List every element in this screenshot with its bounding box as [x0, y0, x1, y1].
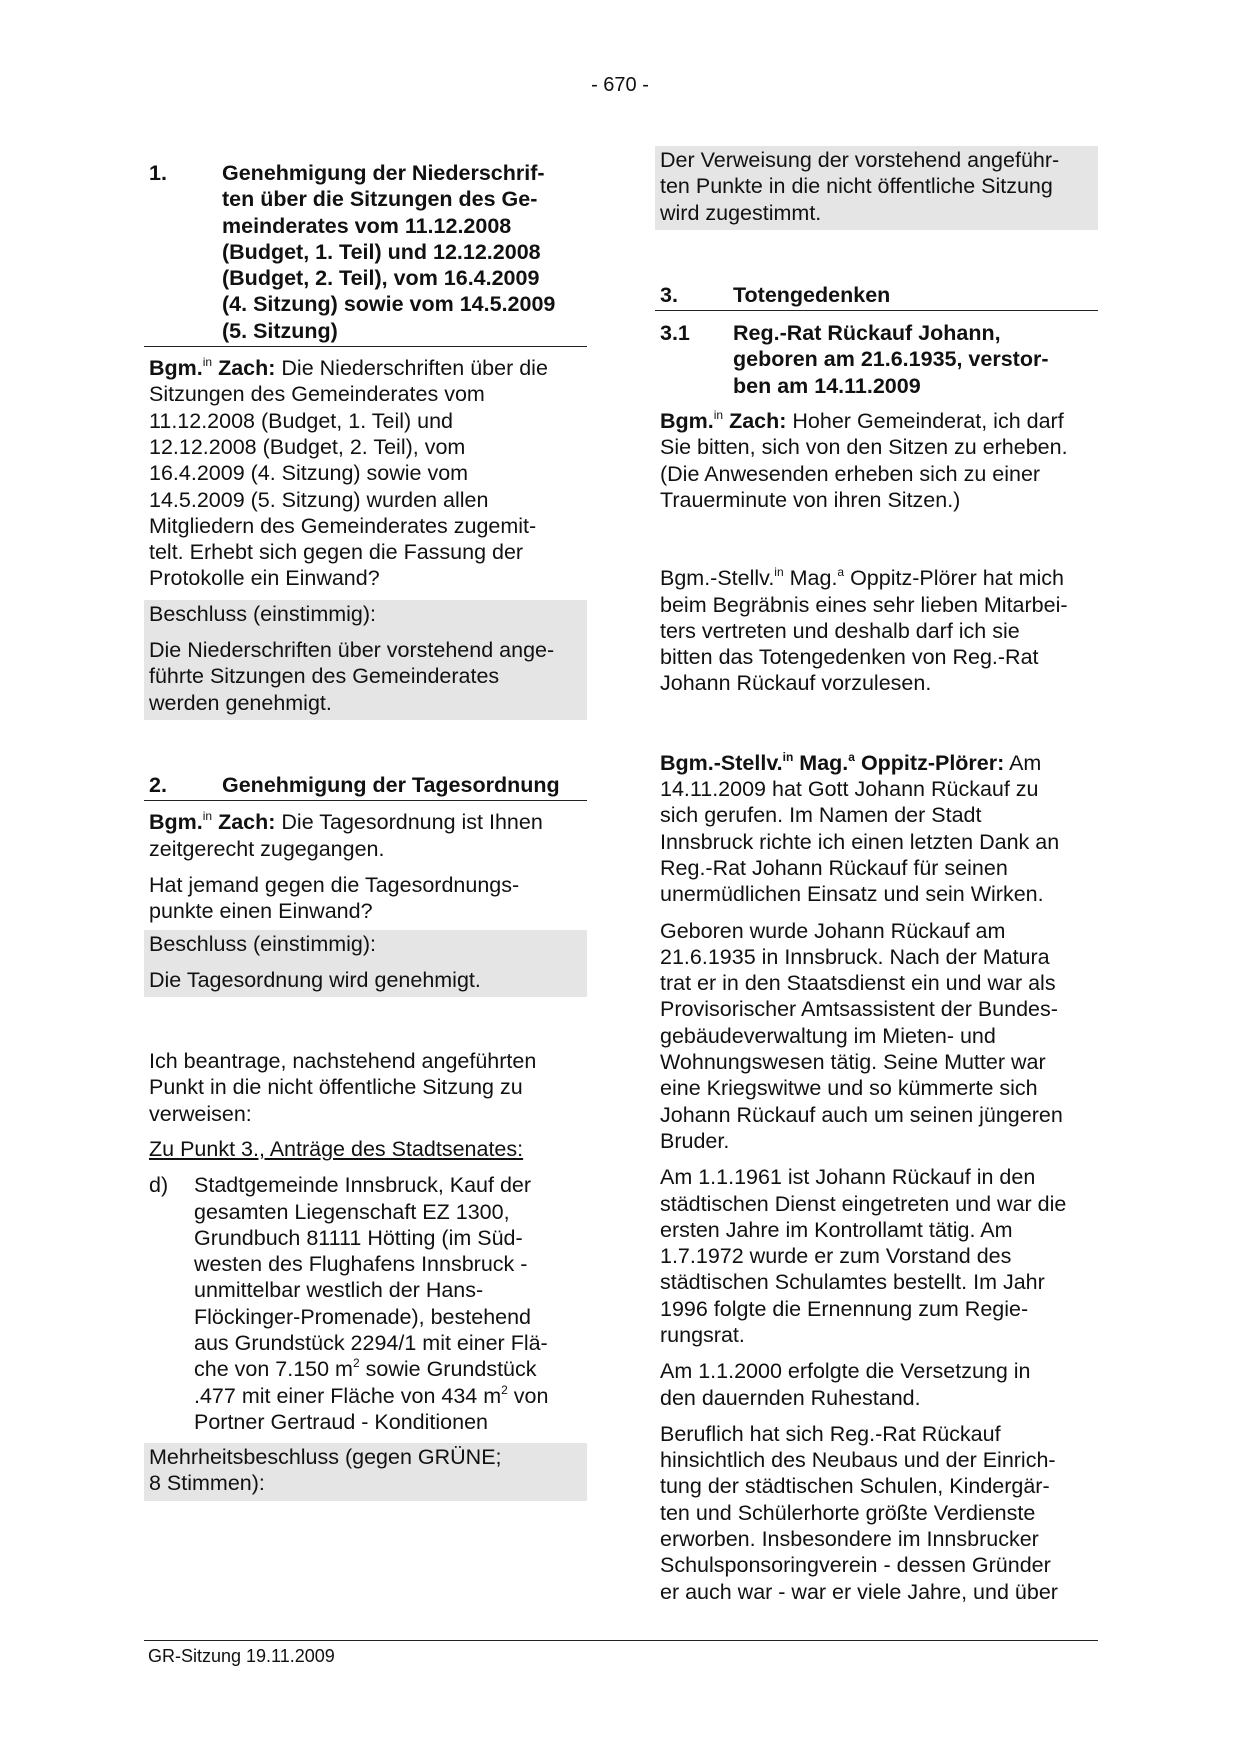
text-line: den dauernden Ruhestand.: [660, 1385, 921, 1410]
text-line: 14.5.2009 (5. Sitzung) wurden allen: [149, 487, 489, 512]
text-line: 11.12.2008 (Budget, 1. Teil) und: [149, 408, 454, 433]
text-line: werden genehmigt.: [149, 690, 332, 715]
deputy-intro: Bgm.-Stellv.$^{in}$ Mag.$^a$ Oppitz-Plörer hat mich beim Begräbnis eines sehr lieben Mitarbei- ters vertreten und deshalb darf ich sie bitten das Totengedenken von Reg.-Rat Johann Rückauf vorzulesen.: [655, 565, 1098, 696]
text-line: (Budget, 1. Teil) und 12.12.2008: [222, 239, 541, 264]
section-2-beschluss-box: Beschluss (einstimmig): Die Tagesordnung wird genehmigt.: [144, 930, 587, 997]
text-line: gebäudeverwaltung im Mieten- und: [660, 1023, 996, 1048]
text-line: Die Niederschriften über vorstehend ange-: [149, 638, 555, 663]
section-1-number: 1.: [149, 161, 167, 185]
text-line: geboren am 21.6.1935, verstor-: [733, 347, 1049, 372]
agenda-item-d: d) Stadtgemeinde Innsbruck, Kauf der gesamten Liegenschaft EZ 1300, Grundbuch 81111 Hötting (im Süd- westen des Flughafens Innsbruck - unmittelbar westlich der Hans- Flöckinger-Promenade), bestehend aus Grundstück 2294/1 mit einer Flä- che von 7.150 $m^2$ sowie Grundstück .477 mit einer Fläche von 434 $m^2$ von Portner Gertraud - Konditionen: [144, 1172, 587, 1435]
text-line: Reg.-Rat Rückauf Johann,: [733, 321, 1001, 346]
text-line: aus Grundstück 2294/1 mit einer Flä-: [194, 1330, 548, 1355]
text-line: Am 1.1.2000 erfolgte die Versetzung in: [660, 1359, 1031, 1384]
text-line: (Die Anwesenden erheben sich zu einer: [660, 461, 1041, 486]
text-line: 1.7.1972 wurde er zum Vorstand des: [660, 1244, 1012, 1269]
text-line: wird zugestimmt.: [660, 200, 822, 225]
text-line: punkte einen Einwand?: [149, 899, 373, 924]
text-line: beim Begräbnis eines sehr lieben Mitarbei-: [660, 592, 1068, 617]
text-line: Provisorischer Amtsassistent der Bundes-: [660, 997, 1058, 1022]
text-line: Beruflich hat sich Reg.-Rat Rückauf: [660, 1421, 1001, 1446]
section-2-question: [144, 872, 587, 925]
referral-approval-box: [655, 146, 1098, 230]
right-column: [655, 146, 1098, 1605]
referral-request: [144, 1048, 587, 1127]
text-line: Mehrheitsbeschluss (gegen GRÜNE;: [149, 1445, 502, 1470]
biography-paragraph-3: [655, 1358, 1098, 1411]
text-line: ten über die Sitzungen des Ge-: [222, 187, 538, 212]
text-line: Hat jemand gegen die Tagesordnungs-: [149, 872, 520, 897]
text-line: (4. Sitzung) sowie vom 14.5.2009: [222, 292, 556, 317]
footer-text: GR-Sitzung 19.11.2009: [148, 1646, 335, 1666]
text-line: Punkt in die nicht öffentliche Sitzung zu: [149, 1075, 523, 1100]
section-3-heading: 3. Totengedenken: [655, 282, 1098, 311]
page-number: - 670 -: [591, 74, 649, 96]
text-line: Stadtgemeinde Innsbruck, Kauf der: [194, 1173, 532, 1198]
section-2-speech: Bgm.$^{in}$ Zach: Die Tagesordnung ist Ihnen zeitgerecht zugegangen.: [144, 809, 587, 862]
text-line: tung der städtischen Schulen, Kindergär-: [660, 1474, 1050, 1499]
text-line: hinsichtlich des Neubaus und der Einrich-: [660, 1448, 1056, 1473]
text-line: Geboren wurde Johann Rückauf am: [660, 918, 1006, 943]
mayor-speech: Bgm.$^{in}$ Zach: Hoher Gemeinderat, ich darf Sie bitten, sich von den Sitzen zu erheben. (Die Anwesenden erheben sich zu einer Trauerminute von ihren Sitzen.): [655, 408, 1098, 513]
text-line: Grundbuch 81111 Hötting (im Süd-: [194, 1225, 523, 1250]
text-line: Johann Rückauf vorzulesen.: [660, 671, 932, 696]
text-line: Sitzungen des Gemeinderates vom: [149, 382, 485, 407]
text-line: erworben. Insbesondere im Innsbrucker: [660, 1527, 1039, 1552]
text-line: gesamten Liegenschaft EZ 1300,: [194, 1199, 510, 1224]
text-line: ten Punkte in die nicht öffentliche Sitzung: [660, 174, 1053, 199]
majority-beschluss-box: [144, 1443, 587, 1501]
section-1-title: [222, 160, 587, 344]
text-line: 8 Stimmen):: [149, 1471, 265, 1496]
section-1-heading: [144, 160, 587, 347]
item-label: d): [149, 1173, 169, 1198]
biography-paragraph-2: [655, 1164, 1098, 1348]
text-line: Ich beantrage, nachstehend angeführten: [149, 1049, 537, 1074]
biography-paragraph-1: [655, 918, 1098, 1155]
text-line: führte Sitzungen des Gemeinderates: [149, 664, 500, 689]
zu-punkt-heading: Zu Punkt 3., Anträge des Stadtsenates:: [149, 1136, 524, 1161]
section-1-speech: Bgm.$^{in}$ Zach: Die Niederschriften über die Sitzungen des Gemeinderates vom 11.12.2008 (Budget, 1. Teil) und 12.12.2008 (Budget, 2. Teil), vom 16.4.2009 (4. Sitzung) sowie vom 14.5.2009 (5. Sitzung) wurden allen Mitgliedern des Gemeinderates zugemit- telt. Erhebt sich gegen die Fassung der Protokolle ein Einwand?: [144, 355, 587, 592]
section-3-1-heading: 3.1 Reg.-Rat Rückauf Johann, geboren am 21.6.1935, verstor- ben am 14.11.2009: [655, 320, 1098, 399]
text-line: eine Kriegswitwe und so kümmerte sich: [660, 1076, 1038, 1101]
text-line: ten und Schülerhorte größte Verdienste: [660, 1500, 1036, 1525]
text-line: trat er in den Staatsdienst ein und war als: [660, 971, 1056, 996]
text-line: Reg.-Rat Johann Rückauf für seinen: [660, 855, 1008, 880]
text-line: unermüdlichen Einsatz und sein Wirken.: [660, 882, 1044, 907]
text-line: Johann Rückauf auch um seinen jüngeren: [660, 1102, 1063, 1127]
text-line: er auch war - war er viele Jahre, und über: [660, 1579, 1058, 1604]
section-2-heading: 2. Genehmigung der Tagesordnung: [144, 772, 587, 801]
text-line: städtischen Schulamtes bestellt. Im Jahr: [660, 1270, 1045, 1295]
footer-divider: [144, 1640, 1098, 1641]
text-line: ben am 14.11.2009: [733, 373, 921, 398]
deputy-speech: Bgm.-Stellv.$^{in}$ Mag.$^a$ Oppitz-Plörer: Am 14.11.2009 hat Gott Johann Rückauf zu sich gerufen. Im Namen der Stadt Innsbruck richte ich einen letzten Dank an Reg.-Rat Johann Rückauf für seinen unermüdlichen Einsatz und sein Wirken.: [655, 750, 1098, 908]
text-line: Trauerminute von ihren Sitzen.): [660, 487, 961, 512]
text-line: Sie bitten, sich von den Sitzen zu erheben.: [660, 435, 1068, 460]
text-line: 16.4.2009 (4. Sitzung) sowie vom: [149, 461, 469, 486]
speaker-name: Zach:: [218, 356, 276, 381]
text-line: ters vertreten und deshalb darf ich sie: [660, 618, 1020, 643]
text-line: 21.6.1935 in Innsbruck. Nach der Matura: [660, 944, 1050, 969]
speaker-label: Bgm.: [149, 356, 203, 381]
biography-paragraph-4: [655, 1421, 1098, 1605]
text-line: ersten Jahre im Kontrollamt tätig. Am: [660, 1217, 1013, 1242]
text-line: städtischen Dienst eingetreten und war die: [660, 1191, 1067, 1216]
decision-text: [149, 637, 582, 716]
text-line: telt. Erhebt sich gegen die Fassung der: [149, 540, 524, 565]
text-line: bitten das Totengedenken von Reg.-Rat: [660, 645, 1039, 670]
text-line: westen des Flughafens Innsbruck -: [194, 1252, 528, 1277]
text-line: rungsrat.: [660, 1322, 745, 1347]
text-line: Wohnungswesen tätig. Seine Mutter war: [660, 1050, 1046, 1075]
text-line: 12.12.2008 (Budget, 2. Teil), vom: [149, 434, 466, 459]
text-line: Innsbruck richte ich einen letzten Dank an: [660, 829, 1060, 854]
text-line: Bruder.: [660, 1128, 730, 1153]
text-line: Mitgliedern des Gemeinderates zugemit-: [149, 513, 537, 538]
text-line: (Budget, 2. Teil), vom 16.4.2009: [222, 266, 540, 291]
text-line: unmittelbar westlich der Hans-: [194, 1278, 484, 1303]
text-line: 14.11.2009 hat Gott Johann Rückauf zu: [660, 777, 1039, 802]
text-line: Der Verweisung der vorstehend angeführ-: [660, 148, 1060, 172]
text-line: 1996 folgte die Ernennung zum Regie-: [660, 1296, 1029, 1321]
text-line: Am 1.1.1961 ist Johann Rückauf in den: [660, 1165, 1036, 1190]
beschluss-label: Beschluss (einstimmig):: [149, 601, 376, 626]
text-line: Protokolle ein Einwand?: [149, 566, 380, 591]
text-line: (5. Sitzung): [222, 318, 338, 343]
section-1-beschluss-box: [144, 600, 587, 720]
text-line: verweisen:: [149, 1101, 252, 1126]
left-column: [144, 160, 587, 1501]
text-line: meinderates vom 11.12.2008: [222, 213, 512, 238]
text-line: sich gerufen. Im Namen der Stadt: [660, 803, 982, 828]
text-line: Flöckinger-Promenade), bestehend: [194, 1304, 532, 1329]
text-line: Schulsponsoringverein - dessen Gründer: [660, 1553, 1051, 1578]
text-line: Genehmigung der Niederschrif-: [222, 161, 545, 185]
text-line: zeitgerecht zugegangen.: [149, 836, 385, 861]
